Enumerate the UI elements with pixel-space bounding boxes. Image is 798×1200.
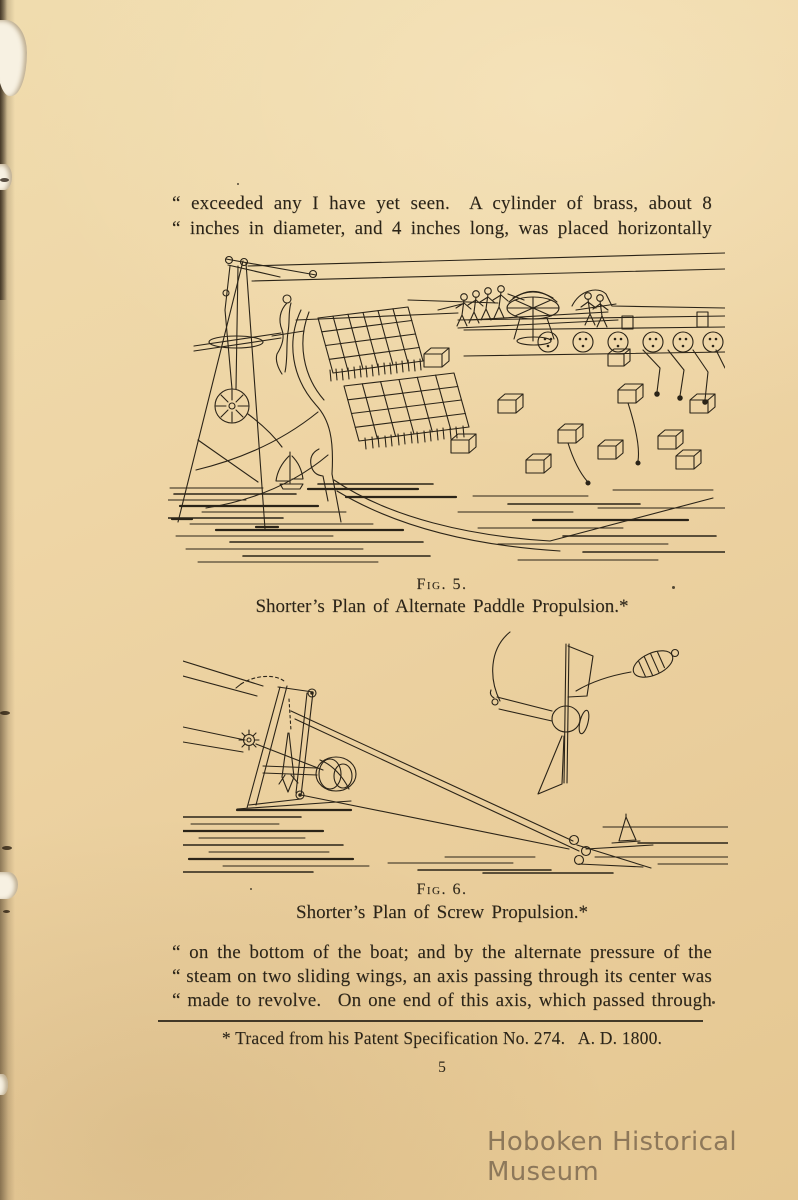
paragraph-bottom [172,941,712,1013]
body-text-line: “ on the bottom of the boat; and by the alternate pressure of the [172,942,712,963]
edge-notch [0,178,9,182]
body-text-line: “ steam on two sliding wings, an axis passing through its center was [172,966,712,987]
figure-6-illustration [183,627,728,875]
body-text-line: “ inches in diameter, and 4 inches long, was placed horizontally [172,218,712,239]
figure-5-illustration [168,250,725,567]
watermark: Hoboken Historical Museum [487,1127,737,1187]
ink-speck [712,1001,715,1004]
torn-edge-patch [0,872,18,899]
figure-5-label: Fig. 5. [416,576,468,593]
edge-notch [3,910,10,913]
body-text-line: “ made to revolve. On one end of this axis, which passed through [172,990,712,1011]
footnote: * Traced from his Patent Specification No. 274. A. D. 1800. [221,1028,663,1048]
figure-6-label: Fig. 6. [416,881,468,898]
ink-speck [237,183,239,185]
body-text-line: “ exceeded any I have yet seen. A cylinder of brass, about 8 [172,193,712,214]
page-number: 5 [438,1059,446,1076]
footnote-rule [158,1020,703,1022]
paragraph-top [172,191,712,241]
torn-edge-patch [0,20,27,96]
edge-notch [2,846,12,850]
figure-6-caption: Shorter’s Plan of Screw Propulsion.* [296,902,588,923]
edge-notch [0,711,10,715]
figure-5-caption: Shorter’s Plan of Alternate Paddle Propulsion.* [255,596,629,617]
